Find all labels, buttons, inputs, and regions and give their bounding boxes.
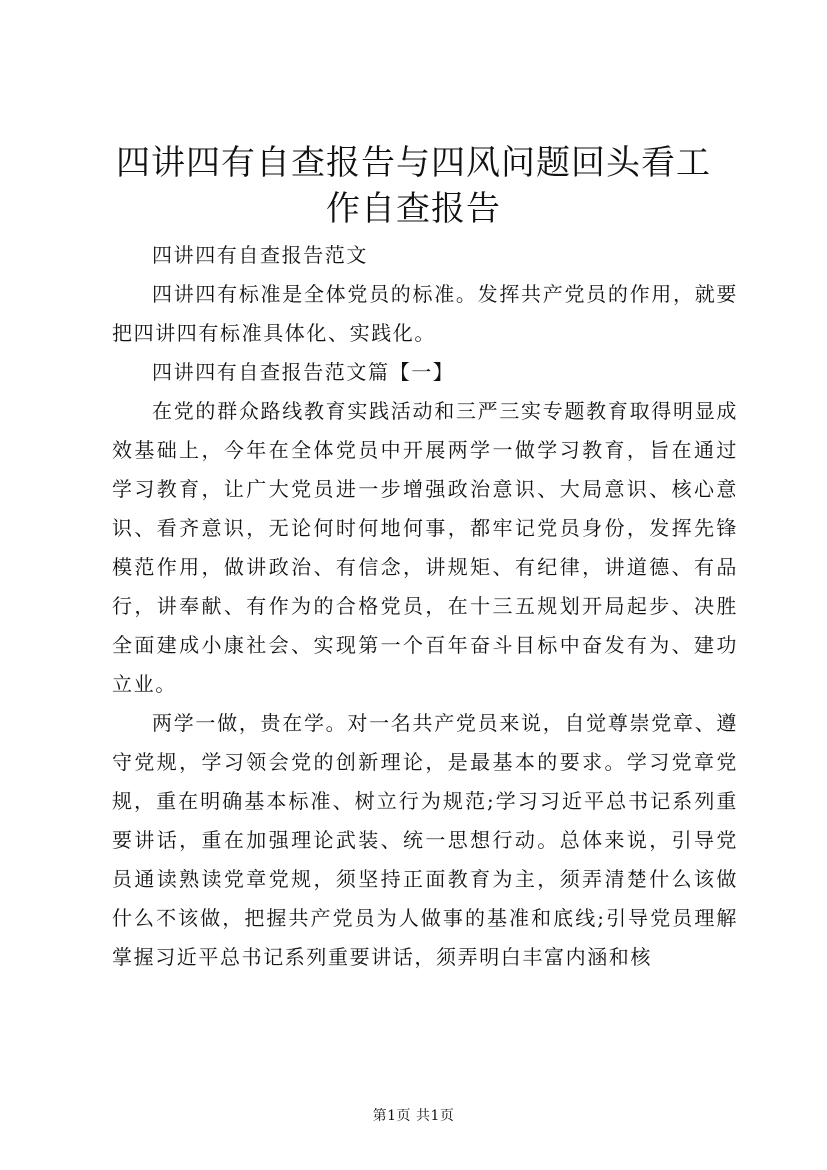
paragraph-section-heading: 四讲四有自查报告范文篇【一】 bbox=[152, 360, 455, 384]
document-title: 四讲四有自查报告与四风问题回头看工作自查报告 bbox=[116, 143, 711, 229]
paragraph-intro: 四讲四有标准是全体党员的标准。发挥共产党员的作用，就要把四讲四有标准具体化、实践化。 bbox=[112, 282, 738, 345]
paragraph-body-1: 在党的群众路线教育实践活动和三严三实专题教育取得明显成效基础上，今年在全体党员中开展两学一做学习教育，旨在通过学习教育，让广大党员进一步增强政治意识、大局意识、核心意识、看齐意识，无论何时何地何事，都牢记党员身份，发挥先锋模范作用，做讲政治、有信念，讲规矩、有纪律，讲道德、有品行，讲奉献、有作为的合格党员，在十三五规划开局起步、决胜全面建成小康社会、实现第一个百年奋斗目标中奋发有为、建功立业。 bbox=[112, 399, 738, 696]
document-body bbox=[112, 236, 738, 977]
page-footer: 第1页 共1页 bbox=[372, 1108, 455, 1124]
paragraph-subtitle: 四讲四有自查报告范文 bbox=[152, 243, 368, 267]
paragraph-body-2: 两学一做，贵在学。对一名共产党员来说，自觉尊崇党章、遵守党规，学习领会党的创新理论，是最基本的要求。学习党章党规，重在明确基本标准、树立行为规范;学习习近平总书记系列重要讲话，重在加强理论武装、统一思想行动。总体来说，引导党员通读熟读党章党规，须坚持正面教育为主，须弄清楚什么该做什么不该做，把握共产党员为人做事的基准和底线;引导党员理解掌握习近平总书记系列重要讲话，须弄明白丰富内涵和核 bbox=[112, 711, 738, 969]
